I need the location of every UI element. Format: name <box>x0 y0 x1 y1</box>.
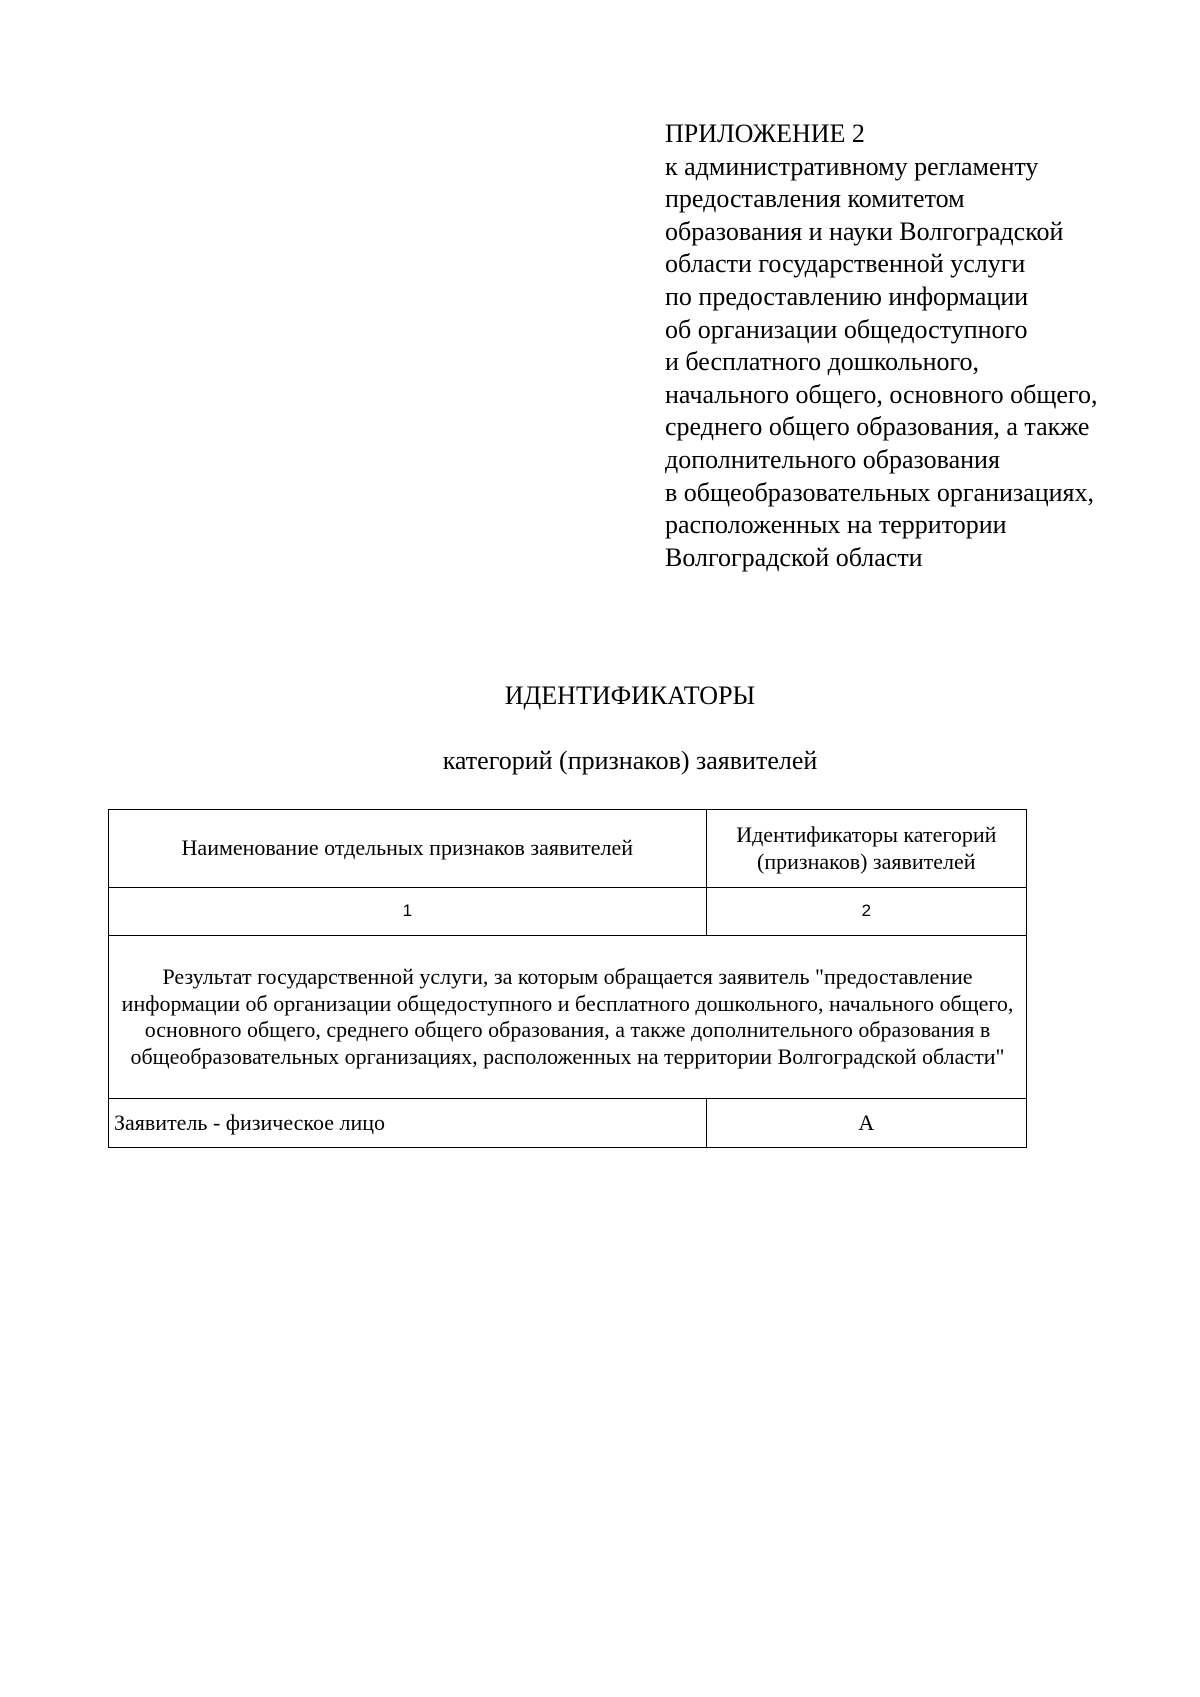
service-result-cell: Результат государственной услуги, за которым обращается заявитель "предоставление информации об организации общедоступного и бесплатного дошкольного, начального общего, основного общего, среднего общего образования, а также дополнительного образования в общеобразовательных организациях, расположенных на территории Волгоградской области" <box>109 936 1027 1099</box>
appendix-line: в общеобразовательных организациях, <box>665 477 1094 507</box>
appendix-line: Волгоградской области <box>665 542 923 572</box>
column-number-cell: 2 <box>706 888 1026 936</box>
appendix-line: области государственной услуги <box>665 249 1026 279</box>
table-header-row <box>109 810 1027 888</box>
appendix-line: начального общего, основного общего, <box>665 379 1098 409</box>
appendix-line: среднего общего образования, а также <box>665 412 1090 442</box>
header-cell-category-id: Идентификаторы категорий (признаков) заявителей <box>706 810 1026 888</box>
column-number-cell: 1 <box>109 888 707 936</box>
appendix-header <box>665 118 1185 574</box>
document-title: ИДЕНТИФИКАТОРЫ <box>504 681 756 710</box>
document-subtitle: категорий (признаков) заявителей <box>442 746 818 775</box>
appendix-line: предоставления комитетом <box>665 184 965 214</box>
appendix-line: об организации общедоступного <box>665 314 1028 344</box>
service-result-row <box>109 936 1027 1099</box>
column-number-row <box>109 888 1027 936</box>
appendix-line: расположенных на территории <box>665 510 1007 540</box>
table-row <box>109 1099 1027 1148</box>
appendix-line: ПРИЛОЖЕНИЕ 2 <box>665 119 865 148</box>
header-cell-feature-name: Наименование отдельных признаков заявителей <box>109 810 707 888</box>
appendix-line: к административному регламенту <box>665 151 1039 181</box>
appendix-line: дополнительного образования <box>665 444 1000 474</box>
applicant-id-cell: А <box>706 1099 1026 1148</box>
appendix-line: по предоставлению информации <box>665 281 1029 311</box>
appendix-line: и бесплатного дошкольного, <box>665 347 980 377</box>
appendix-line: образования и науки Волгоградской <box>665 216 1064 246</box>
applicant-feature-cell: Заявитель - физическое лицо <box>109 1099 707 1148</box>
identifiers-table <box>108 809 1027 1148</box>
